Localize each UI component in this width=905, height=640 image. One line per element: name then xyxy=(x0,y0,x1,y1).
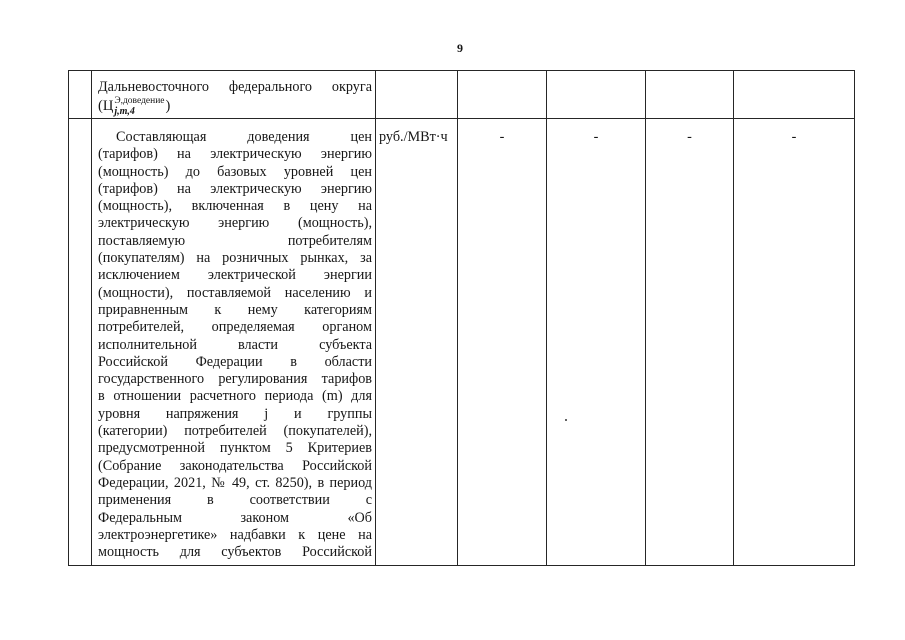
value-cell xyxy=(734,119,855,566)
description-line: (покупателям) на розничных рынках, за xyxy=(98,250,372,267)
symbol-base: Ц xyxy=(102,98,114,115)
region-description-cell xyxy=(92,71,376,119)
description-line: уровня напряжения j и группы xyxy=(98,405,372,422)
table-row-region xyxy=(69,71,855,119)
description-line: предусмотренной пунктом 5 Критериев xyxy=(98,440,372,457)
description-line: в отношении расчетного периода (m) для xyxy=(98,388,372,405)
symbol-subscript: j,m,4 xyxy=(114,105,135,117)
description-line: электрическую энергию (мощность), xyxy=(98,215,372,232)
description-line: применения в соответствии с xyxy=(98,492,372,509)
description-line: Российской Федерации в области xyxy=(98,353,372,370)
description-line: приравненным к нему категориям xyxy=(98,301,372,318)
description-line: Федерации, 2021, № 49, ст. 8250), в период xyxy=(98,474,372,491)
page-number: 9 xyxy=(457,41,463,55)
symbol-indices xyxy=(114,97,164,117)
description-line: (мощность) до базовых уровней цен xyxy=(98,163,372,180)
description-line: исполнительной власти субъекта xyxy=(98,336,372,353)
value-dash: - xyxy=(687,129,692,145)
value-cell xyxy=(458,119,547,566)
symbol-open-paren: ( xyxy=(98,98,103,115)
description-line: (тарифов) на электрическую энергию xyxy=(98,146,372,163)
component-description-cell xyxy=(92,119,376,566)
scan-speck xyxy=(565,419,567,421)
description-line: поставляемую потребителям xyxy=(98,232,372,249)
description-line: исключением электрической энергии xyxy=(98,267,372,284)
value-dash: - xyxy=(593,129,599,145)
table-cell-empty xyxy=(376,71,458,119)
price-component-symbol xyxy=(98,96,372,116)
unit-cell xyxy=(376,119,458,566)
description-line: электроэнергетике» надбавки к цене на xyxy=(98,526,372,543)
description-line: потребителей, определяемая органом xyxy=(98,319,372,336)
symbol-close-paren: ) xyxy=(165,98,171,115)
description-line: (мощность), включенная в цену на xyxy=(98,198,372,215)
symbol-superscript: Э,доведение xyxy=(114,96,165,107)
tariff-table xyxy=(68,70,855,566)
value-cell xyxy=(646,119,734,566)
table-cell-empty xyxy=(69,119,92,566)
description-line: мощность для субъектов Российской xyxy=(98,544,372,561)
description-line: Составляющая доведения цен xyxy=(116,129,372,145)
description-line: (Собрание законодательства Российской xyxy=(98,457,372,474)
table-cell-empty xyxy=(646,71,734,119)
table-cell-empty xyxy=(547,71,646,119)
value-dash: - xyxy=(499,129,505,145)
description-line: (мощности), поставляемой населению и xyxy=(98,284,372,301)
description-line: государственного регулирования тарифов xyxy=(98,371,372,388)
description-line: (тарифов) на электрическую энергию xyxy=(98,180,372,197)
table-cell-empty xyxy=(69,71,92,119)
description-line: (категории) потребителей (покупателей), xyxy=(98,423,372,440)
region-label: Дальневосточного федерального округа xyxy=(98,79,372,95)
value-cell xyxy=(547,119,646,566)
table-row-component xyxy=(69,119,855,566)
value-dash: - xyxy=(791,129,797,145)
unit-label: руб./МВт·ч xyxy=(379,129,448,145)
table-cell-empty xyxy=(458,71,547,119)
table-cell-empty xyxy=(734,71,855,119)
description-line: Федеральным законом «Об xyxy=(98,509,372,526)
